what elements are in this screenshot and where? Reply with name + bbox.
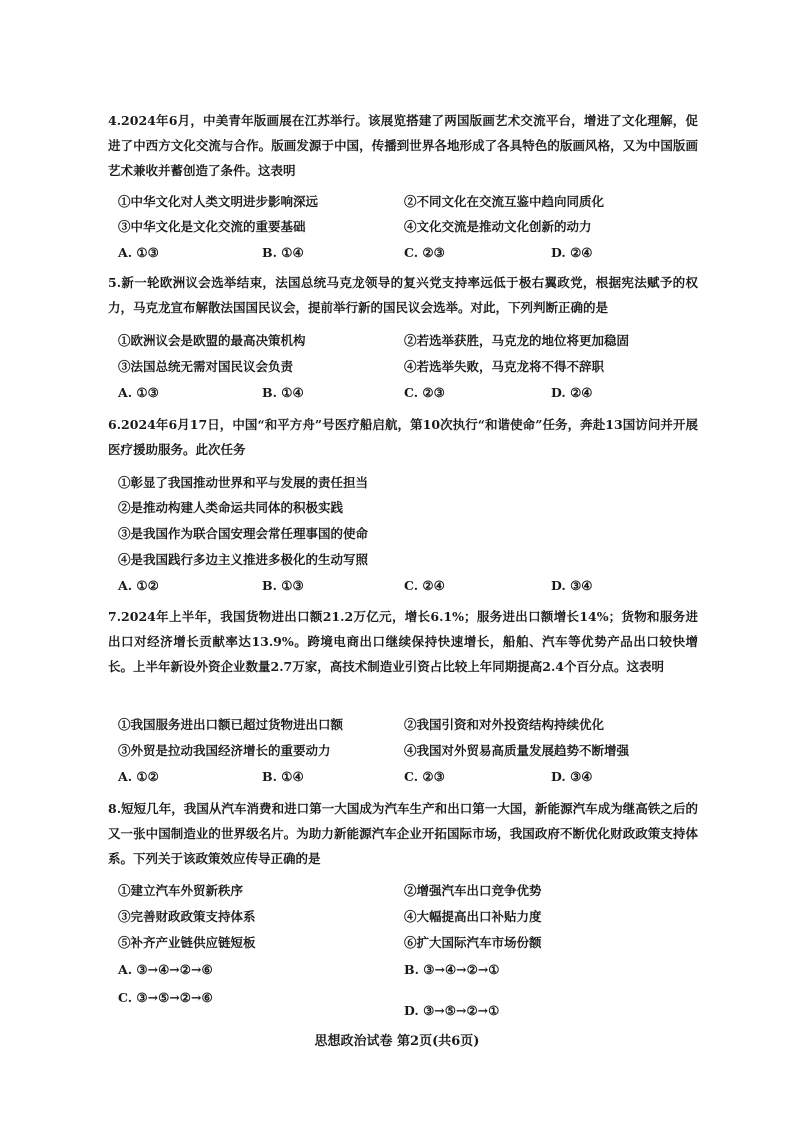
q8-answer-b: B. ③→④→②→① [404, 962, 500, 977]
q8-option-6: ⑥扩大国际汽车市场份额 [404, 935, 542, 950]
q6-option-1: ①彰显了我国推动世界和平与发展的责任担当 [118, 475, 369, 490]
q7-option-3: ③外贸是拉动我国经济增长的重要动力 [118, 743, 331, 758]
q5-answer-d: D. ②④ [551, 385, 593, 400]
q7-option-2: ②我国引资和对外投资结构持续优化 [404, 717, 605, 732]
q4-option-3: ③中华文化是文化交流的重要基础 [118, 219, 306, 234]
q4-answer-c: C. ②③ [404, 245, 445, 260]
q8-answer-d: D. ③→⑤→②→① [404, 1003, 500, 1018]
q4-answer-d: D. ②④ [551, 245, 593, 260]
q6-answer-d: D. ③④ [551, 578, 593, 593]
q6-option-2: ②是推动构建人类命运共同体的积极实践 [118, 500, 344, 515]
q8-answer-a: A. ③→④→②→⑥ [118, 962, 213, 977]
q7-answer-d: D. ③④ [551, 769, 593, 784]
question-8-stem: 8.短短几年，我国从汽车消费和进口第一大国成为汽车生产和出口第一大国，新能源汽车成为继高铁之后的又一张中国制造业的世界级名片。为助力新能源汽车企业开拓国际市场，我国政府不断优化财政政策支持体系。下列关于该政策效应传导正确的是 [108, 801, 698, 866]
q6-option-3: ③是我国作为联合国安理会常任理事国的使命 [118, 526, 369, 541]
q8-option-5: ⑤补齐产业链供应链短板 [118, 935, 256, 950]
q5-answer-a: A. ①③ [118, 385, 159, 400]
question-6-stem: 6.2024年6月17日，中国“和平方舟”号医疗船启航，第10次执行“和谐使命”任务，奔赴13国访问并开展医疗援助服务。此次任务 [108, 417, 698, 457]
q5-answer-b: B. ①④ [262, 385, 304, 400]
q4-answer-a: A. ①③ [118, 245, 159, 260]
q7-answer-b: B. ①④ [262, 769, 304, 784]
q5-option-4: ④若选举失败，马克龙将不得不辞职 [404, 359, 605, 374]
question-7-stem: 7.2024年上半年，我国货物进出口额21.2万亿元，增长6.1%；服务进出口额增长14%；货物和服务进出口对经济增长贡献率达13.9%。跨境电商出口继续保持快速增长，船舶、汽车等优势产品出口较快增长。上半年新设外资企业数量2.7万家，高技术制造业引资占比较上年同期提高2.4个百分点。这表明 [108, 609, 698, 674]
question-5-stem: 5.新一轮欧洲议会选举结束，法国总统马克龙领导的复兴党支持率远低于极右翼政党，根据宪法赋予的权力，马克龙宣布解散法国国民议会，提前举行新的国民议会选举。对此，下列判断正确的是 [108, 275, 698, 315]
q6-answer-a: A. ①② [118, 578, 159, 593]
q8-answer-c: C. ③→⑤→②→⑥ [118, 990, 213, 1005]
q8-option-4: ④大幅提高出口补贴力度 [404, 909, 542, 924]
q7-answer-a: A. ①② [118, 769, 159, 784]
q5-option-2: ②若选举获胜，马克龙的地位将更加稳固 [404, 333, 630, 348]
q5-option-3: ③法国总统无需对国民议会负责 [118, 359, 294, 374]
q7-answer-c: C. ②③ [404, 769, 445, 784]
q6-answer-c: C. ②④ [404, 578, 445, 593]
q7-option-4: ④我国对外贸易高质量发展趋势不断增强 [404, 743, 630, 758]
q8-option-1: ①建立汽车外贸新秩序 [118, 883, 244, 898]
q7-option-1: ①我国服务进出口额已超过货物进出口额 [118, 717, 344, 732]
q4-answer-b: B. ①④ [262, 245, 304, 260]
q6-answer-b: B. ①③ [262, 578, 304, 593]
q5-option-1: ①欧洲议会是欧盟的最高决策机构 [118, 333, 306, 348]
q4-option-4: ④文化交流是推动文化创新的动力 [404, 219, 592, 234]
q4-option-1: ①中华文化对人类文明进步影响深远 [118, 194, 319, 209]
q8-option-3: ③完善财政政策支持体系 [118, 909, 256, 924]
q4-option-2: ②不同文化在交流互鉴中趋向同质化 [404, 194, 605, 209]
page-footer: 思想政治试卷 第2页(共6页) [314, 1034, 480, 1049]
q8-option-2: ②增强汽车出口竞争优势 [404, 883, 542, 898]
q5-answer-c: C. ②③ [404, 385, 445, 400]
q6-option-4: ④是我国践行多边主义推进多极化的生动写照 [118, 552, 369, 567]
question-4-stem: 4.2024年6月，中美青年版画展在江苏举行。该展览搭建了两国版画艺术交流平台，增进了文化理解，促进了中西方文化交流与合作。版画发源于中国，传播到世界各地形成了各具特色的版画风格，又为中国版画艺术兼收并蓄创造了条件。这表明 [108, 113, 698, 178]
